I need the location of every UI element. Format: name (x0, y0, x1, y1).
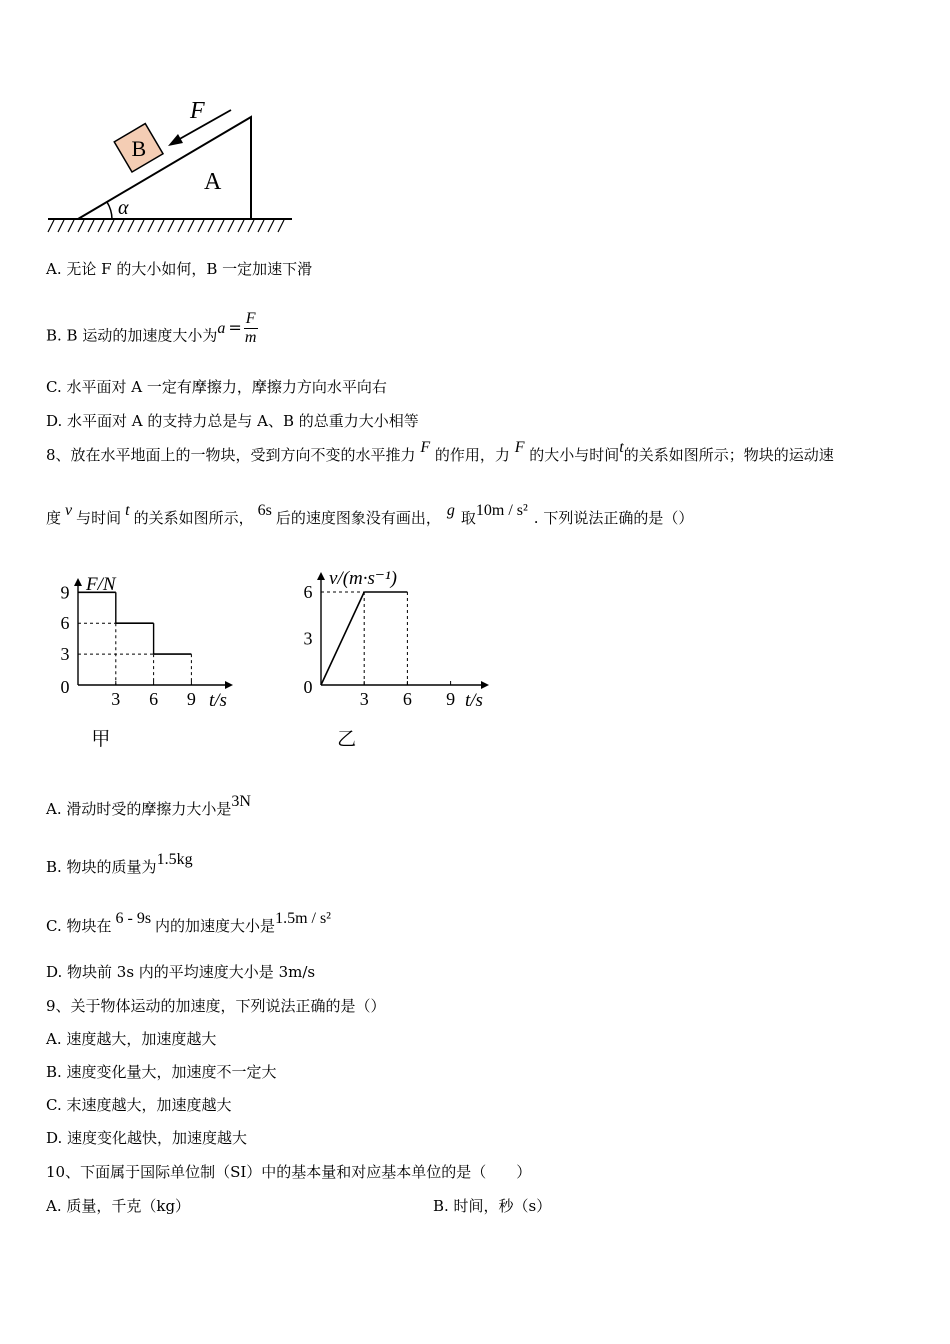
wedge-a (78, 117, 251, 219)
q8-stem-line2 (46, 502, 694, 529)
q9-option-c: C. 末速度越大，加速度越大 (46, 1096, 232, 1114)
q8-option-a (46, 793, 251, 820)
q8-stem-var-f2: F (514, 439, 525, 456)
q10-stem: 10、下面属于国际单位制（SI）中的基本量和对应基本单位的是（ ） (46, 1163, 532, 1181)
x-axis-arrow (225, 681, 233, 689)
q7-option-b-text: B. B 运动的加速度大小为 (46, 326, 218, 345)
y-tick-label: 3 (60, 644, 70, 665)
x-tick-label: 0 (303, 677, 313, 697)
q8-stem-text-1: 8、放在水平地面上的一物块，受到方向不变的水平推力 (46, 446, 416, 464)
x-tick-label: 9 (186, 689, 196, 709)
chart-caption: 甲 (91, 729, 111, 750)
q7-option-a: A. 无论 F 的大小如何，B 一定加速下滑 (46, 260, 313, 278)
q7-formula-eq: = (228, 317, 242, 337)
q8-stem-var-g: g (446, 502, 455, 519)
q10-option-b: B. 时间，秒（s） (433, 1197, 552, 1215)
chart-caption: 乙 (337, 729, 357, 750)
q8-option-c-text-2: 内的加速度大小是 (155, 917, 276, 935)
q9-option-d: D. 速度变化越快，加速度越大 (46, 1129, 248, 1147)
incline-figure (44, 96, 304, 236)
q8-option-a-value: 3N (231, 793, 251, 810)
q8-stem-var-f: F (420, 439, 431, 456)
velocity-time-chart (296, 548, 506, 758)
q8-option-b-value: 1.5kg (156, 851, 193, 868)
force-label: F (190, 98, 205, 124)
q10-option-a: A. 质量，千克（kg） (46, 1197, 191, 1215)
x-axis-title: t/s (465, 690, 483, 711)
q8-option-c-range: 6 - 9s (115, 910, 152, 927)
q7-option-d: D. 水平面对 A 的支持力总是与 A、B 的总重力大小相等 (46, 412, 419, 430)
y-axis-arrow (74, 578, 82, 586)
y-axis-title: v/(m·s⁻¹) (329, 568, 397, 589)
q8-stem-g-value: 10m / s² (475, 502, 528, 519)
x-tick-label: 6 (149, 689, 159, 709)
q8-option-b (46, 851, 193, 878)
x-tick-label: 0 (60, 677, 70, 697)
q8-stem-text-4: 的关系如图所示；物块的运动速 (623, 446, 834, 464)
q9-option-b: B. 速度变化量大，加速度不一定大 (46, 1063, 277, 1081)
q9-option-a: A. 速度越大，加速度越大 (46, 1030, 217, 1048)
force-arrowhead (168, 134, 183, 146)
q8-stem-var-t2: t (125, 502, 130, 519)
block-label: B (131, 136, 147, 162)
q9-stem: 9、关于物体运动的加速度，下列说法正确的是（） (46, 997, 386, 1015)
q8-option-c (46, 910, 331, 937)
q7-formula-fraction (244, 310, 258, 347)
data-segment (321, 592, 364, 685)
q8-stem-6s: 6s (257, 502, 272, 519)
angle-label: α (118, 197, 129, 219)
q8-option-a-text: A. 滑动时受的摩擦力大小是 (46, 800, 232, 818)
q8-option-c-value: 1.5m / s² (275, 910, 331, 927)
q8-stem-text-3: 的大小与时间 (529, 446, 620, 464)
y-axis-arrow (317, 572, 325, 580)
q8-option-d: D. 物块前 3s 内的平均速度大小是 3m/s (46, 963, 316, 981)
q7-formula-num: F (245, 310, 256, 327)
q8-stem-text-5: 度 (46, 509, 62, 527)
q7-option-b (46, 310, 258, 355)
q7-formula-a: a (217, 319, 226, 337)
y-tick-label: 6 (303, 582, 313, 602)
q7-formula-den: m (244, 329, 257, 346)
x-axis-arrow (481, 681, 489, 689)
force-time-chart (40, 548, 250, 758)
q8-stem-var-t: t (619, 439, 624, 456)
q8-stem-text-7: 的关系如图所示， (133, 509, 254, 527)
x-tick-label: 3 (111, 689, 121, 709)
x-tick-label: 6 (402, 689, 412, 709)
q8-stem-text-9: 取 (460, 509, 476, 527)
q7-option-c: C. 水平面对 A 一定有摩擦力，摩擦力方向水平向右 (46, 378, 387, 396)
x-axis-title: t/s (209, 690, 227, 711)
q8-option-b-text: B. 物块的质量为 (46, 858, 157, 876)
y-tick-label: 3 (303, 628, 313, 649)
y-tick-label: 9 (60, 582, 70, 603)
x-tick-label: 9 (446, 689, 456, 709)
q8-stem-text-8: 后的速度图象没有画出， (275, 509, 441, 527)
y-axis-title: F/N (86, 574, 116, 595)
y-tick-label: 6 (60, 613, 70, 634)
q8-stem-line1 (46, 439, 834, 466)
x-tick-label: 3 (359, 689, 369, 709)
q8-stem-text-6: 与时间 (76, 509, 122, 527)
q8-stem-text-10: . 下列说法正确的是（） (533, 509, 694, 527)
q8-option-c-text-1: C. 物块在 (46, 917, 112, 935)
wedge-label: A (204, 169, 222, 195)
q8-stem-text-2: 的作用，力 (434, 446, 510, 464)
q8-stem-var-v: v (65, 502, 73, 519)
